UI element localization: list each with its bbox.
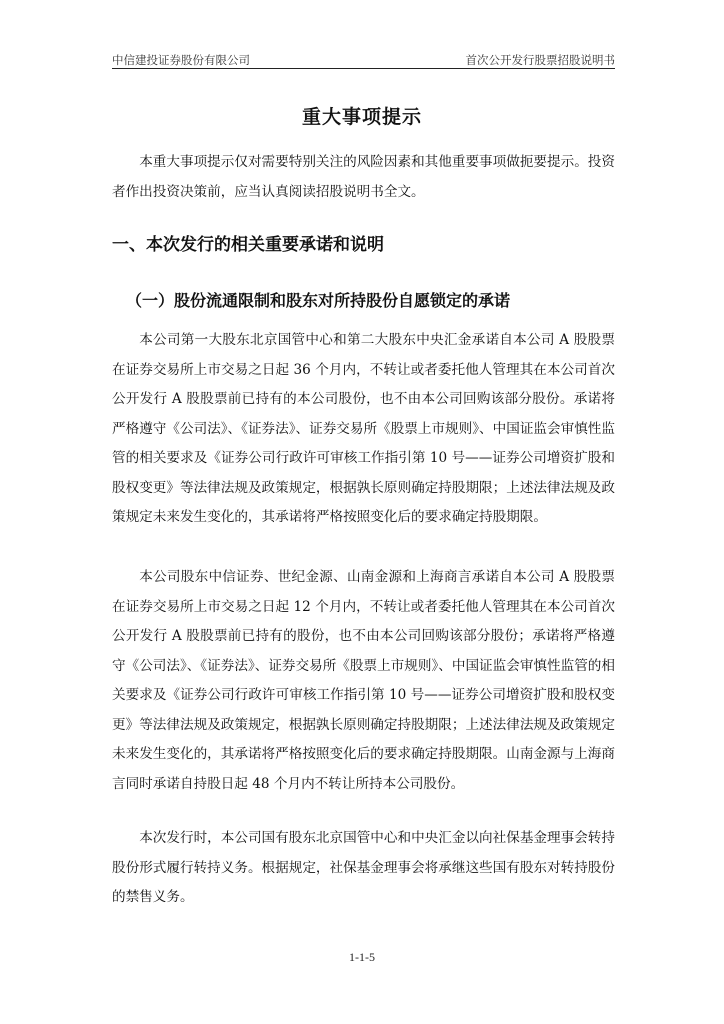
- page-number: 1-1-5: [349, 950, 375, 964]
- body-paragraph-3: 本次发行时，本公司国有股东北京国管中心和中央汇金以向社保基金理事会转持股份形式履行转持义务。根据规定，社保基金理事会将承继这些国有股东对转持股份的禁售义务。: [112, 830, 615, 905]
- subsection-heading: （一）股份流通限制和股东对所持股份自愿锁定的承诺: [126, 291, 511, 310]
- body-paragraph-1: 本公司第一大股东北京国管中心和第二大股东中央汇金承诺自本公司 A 股股票在证券交易所上市交易之日起 36 个月内，不转让或者委托他人管理其在本公司首次公开发行 A 股股票前已持有的本公司股份，也不由本公司回购该部分股份。承诺将严格遵守《公司法》、《证券法》、证券交易所《股票上市规则》、中国证监会审慎性监管的相关要求及《证券公司行政许可审核工作指引第 10 号——证券公司增资扩股和股权变更》等法律法规及政策规定，根据孰长原则确定持股期限；上述法律法规及政策规定未来发生变化的，其承诺将严格按照变化后的要求确定持股期限。: [112, 332, 615, 525]
- section-heading: 一、本次发行的相关重要承诺和说明: [112, 235, 384, 255]
- header-company: 中信建投证券股份有限公司: [112, 53, 250, 67]
- body-paragraph-2: 本公司股东中信证券、世纪金源、山南金源和上海商言承诺自本公司 A 股股票在证券交易所上市交易之日起 12 个月内，不转让或者委托他人管理其在本公司首次公开发行 A 股股票前已持有的股份，也不由本公司回购该部分股份；承诺将严格遵守《公司法》、《证券法》、证券交易所《股票上市规则》、中国证监会审慎性监管的相关要求及《证券公司行政许可审核工作指引第 10 号——证券公司增资扩股和股权变更》等法律法规及政策规定，根据孰长原则确定持股期限；上述法律法规及政策规定未来发生变化的，其承诺将严格按照变化后的要求确定持股期限。山南金源与上海商言同时承诺自持股日起 48 个月内不转让所持本公司股份。: [112, 569, 615, 792]
- header-document-title: 首次公开发行股票招股说明书: [465, 53, 615, 67]
- page-title: 重大事项提示: [301, 106, 422, 128]
- intro-paragraph: 本重大事项提示仅对需要特别关注的风险因素和其他重要事项做扼要提示。投资者作出投资决策前，应当认真阅读招股说明书全文。: [112, 154, 615, 200]
- page-header: [112, 52, 615, 69]
